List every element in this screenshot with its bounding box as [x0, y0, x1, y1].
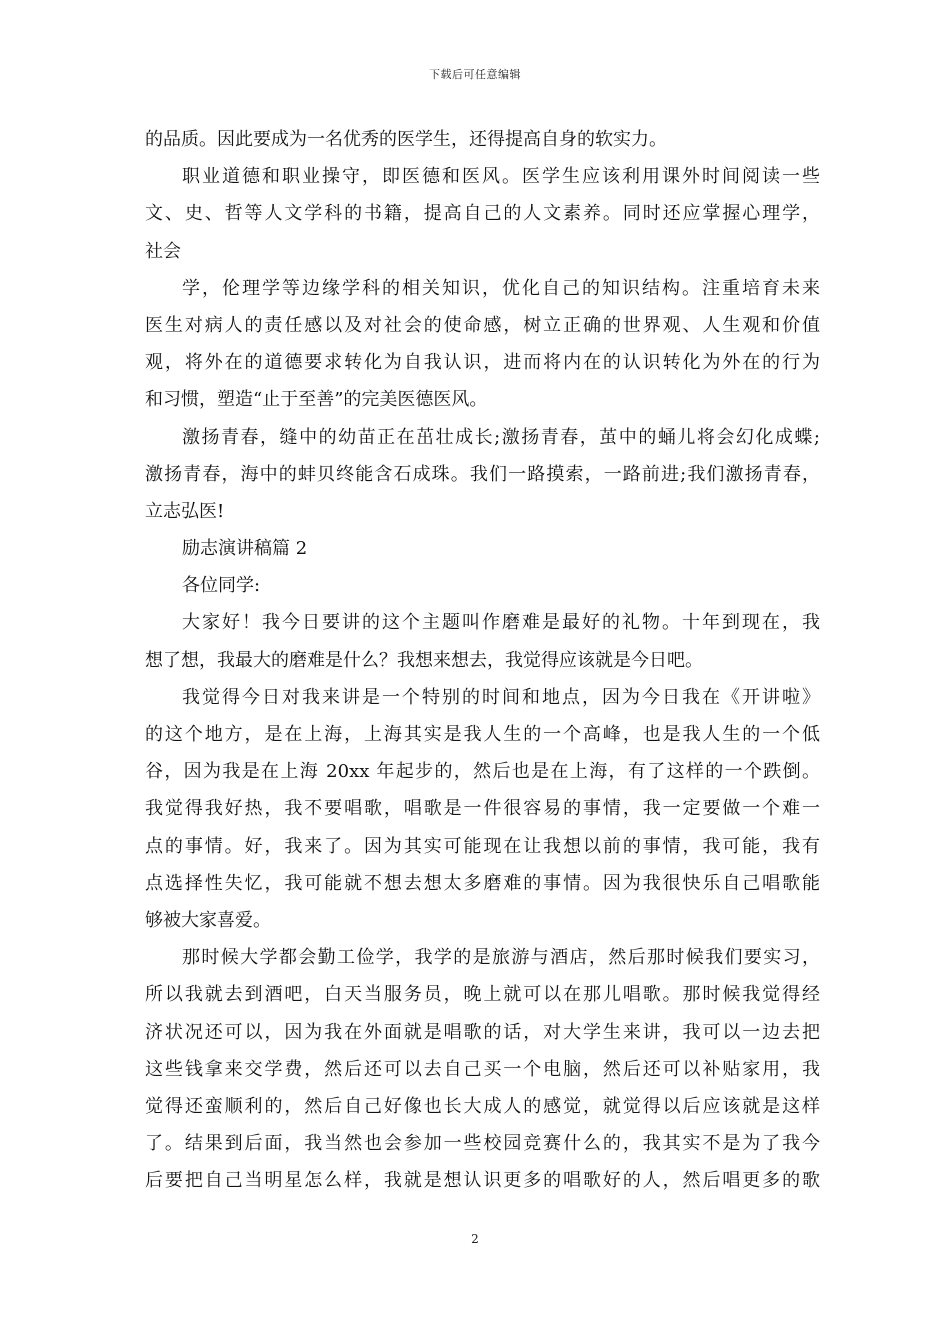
- text-line: 学，伦理学等边缘学科的相关知识，优化自己的知识结构。注重培育未来: [182, 277, 820, 299]
- text-line: 点选择性失忆，我可能就不想去想太多磨难的事情。因为我很快乐自己唱歌能: [145, 872, 820, 894]
- text-line: 那时候大学都会勤工俭学，我学的是旅游与酒店，然后那时候我们要实习，: [182, 947, 820, 969]
- text-line: 激扬青春，缝中的幼苗正在茁壮成长;激扬青春，茧中的蛹儿将会幻化成蝶;: [182, 426, 820, 448]
- text-line: 想了想，我最大的磨难是什么？我想来想去，我觉得应该就是今日吧。: [145, 649, 703, 671]
- text-line: 我觉得我好热，我不要唱歌，唱歌是一件很容易的事情，我一定要做一个难一: [145, 798, 820, 820]
- text-line: 的品质。因此要成为一名优秀的医学生，还得提高自身的软实力。: [145, 129, 667, 150]
- document-body: [145, 121, 820, 1199]
- text-line: 激扬青春，海中的蚌贝终能含石成珠。我们一路摸索，一路前进;我们激扬青春，: [145, 463, 820, 485]
- page-header: 下载后可任意编辑: [429, 68, 521, 81]
- text-line: 社会: [145, 240, 181, 262]
- text-line: 点的事情。好，我来了。因为其实可能现在让我想以前的事情，我可能，我有: [145, 835, 820, 857]
- section-heading: 励志演讲稿篇 2: [182, 538, 308, 560]
- text-line: 文、史、哲等人文学科的书籍，提高自己的人文素养。同时还应掌握心理学，: [145, 203, 820, 225]
- text-line: 观，将外在的道德要求转化为自我认识，进而将内在的认识转化为外在的行为: [145, 352, 820, 374]
- text-line: 后要把自己当明星怎么样，我就是想认识更多的唱歌好的人，然后唱更多的歌: [145, 1170, 820, 1192]
- text-line: 济状况还可以，因为我在外面就是唱歌的话，对大学生来讲，我可以一边去把: [145, 1021, 820, 1043]
- text-line: 觉得还蛮顺利的，然后自己好像也长大成人的感觉，就觉得以后应该就是这样: [145, 1095, 820, 1117]
- text-line: 所以我就去到酒吧，白天当服务员，晚上就可以在那儿唱歌。那时候我觉得经: [145, 984, 820, 1006]
- page-number: 2: [471, 1232, 479, 1246]
- text-line: 和习惯，塑造“止于至善”的完美医德医风。: [145, 389, 488, 411]
- text-line: 职业道德和职业操守，即医德和医风。医学生应该利用课外时间阅读一些: [182, 166, 820, 188]
- text-line: 立志弘医!: [145, 500, 225, 522]
- text-line: 医生对病人的责任感以及对社会的使命感，树立正确的世界观、人生观和价值: [145, 314, 820, 336]
- text-line: 够被大家喜爱。: [145, 909, 271, 931]
- text-line: 大家好！我今日要讲的这个主题叫作磨难是最好的礼物。十年到现在，我: [182, 612, 820, 634]
- text-line: 了。结果到后面，我当然也会参加一些校园竞赛什么的，我其实不是为了我今: [145, 1133, 820, 1155]
- salutation: 各位同学:: [182, 575, 261, 597]
- text-line: 我觉得今日对我来讲是一个特别的时间和地点，因为今日我在《开讲啦》: [182, 686, 820, 708]
- text-line: 的这个地方，是在上海，上海其实是我人生的一个高峰，也是我人生的一个低: [145, 724, 820, 745]
- text-line: 谷，因为我是在上海 20xx 年起步的，然后也是在上海，有了这样的一个跌倒。: [145, 761, 820, 783]
- text-line: 这些钱拿来交学费，然后还可以去自己买一个电脑，然后还可以补贴家用，我: [145, 1058, 820, 1080]
